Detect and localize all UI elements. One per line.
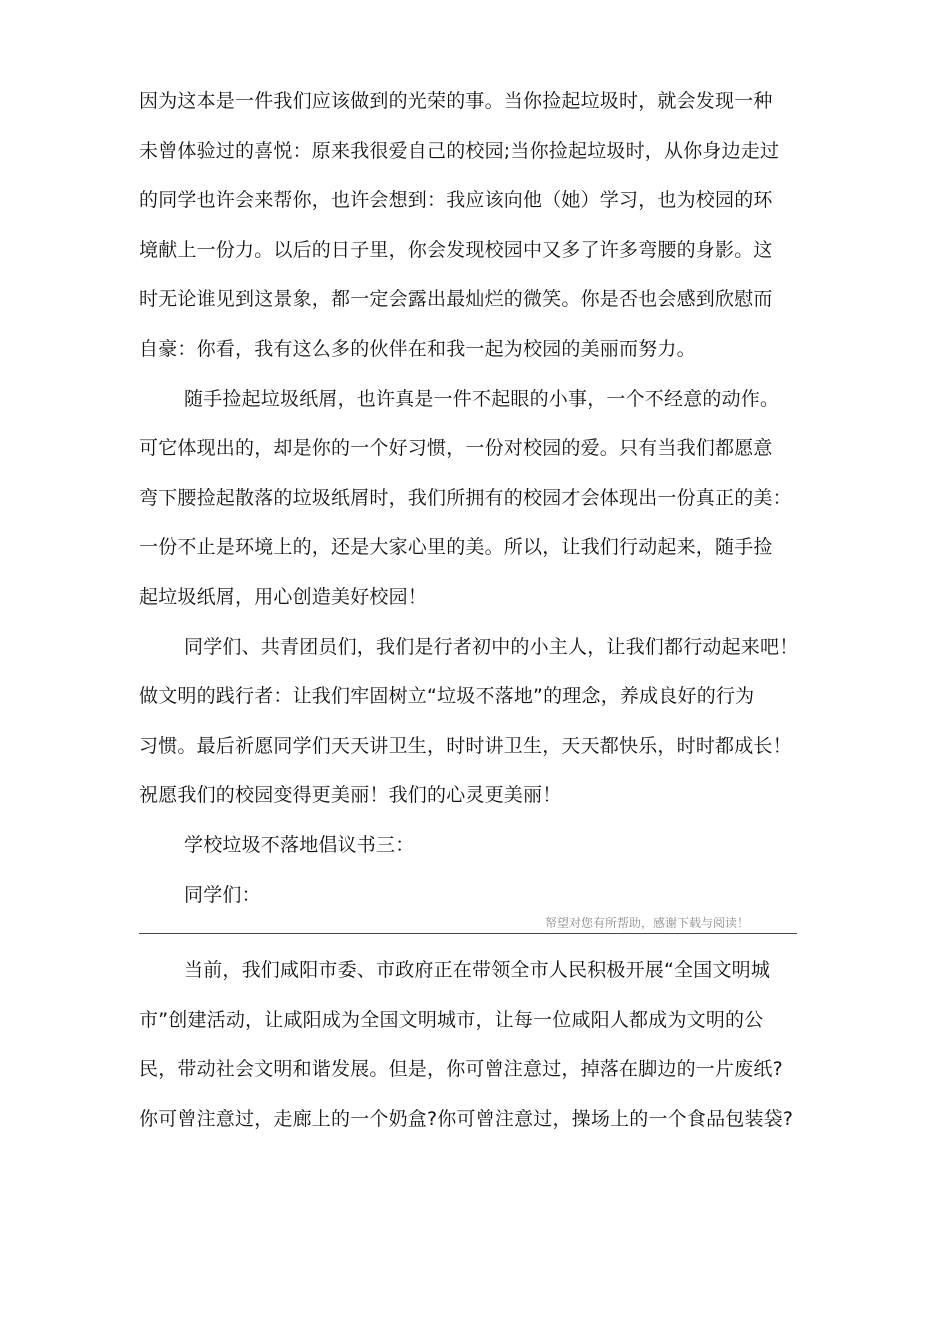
text-line: 做文明的践行者：让我们牢固树立“垃圾不落地”的理念，养成良好的行为 <box>139 685 755 708</box>
footer-note: 帑望对您有所帮助，感谢下载与阅读！ <box>545 916 750 930</box>
paragraph-start-line: 随手捡起垃圾纸屑，也许真是一件不起眼的小事，一个不经意的动作。 <box>184 387 780 410</box>
text-line: 可它体现出的，却是你的一个好习惯，一份对校园的爱。只有当我们都愿意 <box>139 437 773 460</box>
text-line: 祝愿我们的校园变得更美丽！我们的心灵更美丽！ <box>139 784 562 807</box>
text-line: 时无论谁见到这景象，都一定会露出最灿烂的微笑。你是否也会感到欣慰而 <box>139 288 773 311</box>
text-line: 弯下腰捡起散落的垃圾纸屑时，我们所拥有的校园才会体现出一份真正的美： <box>139 486 792 509</box>
paragraph-start-line: 同学们、共青团员们，我们是行者初中的小主人，让我们都行动起来吧！ <box>184 635 799 658</box>
text-line: 未曾体验过的喜悦：原来我很爱自己的校园;当你捡起垃圾时，从你身边走过 <box>139 139 780 162</box>
text-line: 自豪：你看，我有这么多的伙伴在和我一起为校园的美丽而努力。 <box>139 337 696 360</box>
section-heading: 学校垃圾不落地倡议书三： <box>184 833 415 856</box>
text-line: 一份不止是环境上的，还是大家心里的美。所以，让我们行动起来，随手捡 <box>139 536 773 559</box>
paragraph-start-line: 当前，我们咸阳市委、市政府正在带领全市人民积极开展“全国文明城 <box>184 959 771 981</box>
text-line: 你可曾注意过，走廊上的一个奶盒?你可曾注意过，操场上的一个食品包装袋? <box>139 1107 794 1130</box>
text-line: 市”创建活动，让咸阳成为全国文明城市，让每一位咸阳人都成为文明的公 <box>139 1008 764 1031</box>
text-line: 民，带动社会文明和谐发展。但是，你可曾注意过，掉落在脚边的一片废纸? <box>139 1058 783 1081</box>
page2-body <box>139 946 829 1144</box>
text-line: 因为这本是一件我们应该做到的光荣的事。当你捡起垃圾时，就会发现一种 <box>139 90 773 112</box>
footer-divider <box>139 933 797 934</box>
text-line: 起垃圾纸屑，用心创造美好校园！ <box>139 585 428 608</box>
text-line: 境献上一份力。以后的日子里，你会发现校园中又多了许多弯腰的身影。这 <box>139 238 773 261</box>
page1-body <box>139 77 829 920</box>
salutation: 同学们： <box>184 883 261 906</box>
text-line: 习惯。最后祈愿同学们天天讲卫生，时时讲卫生，天天都快乐，时时都成长！ <box>139 734 792 757</box>
text-line: 的同学也许会来帮你，也许会想到：我应该向他（她）学习，也为校园的环 <box>139 189 773 212</box>
